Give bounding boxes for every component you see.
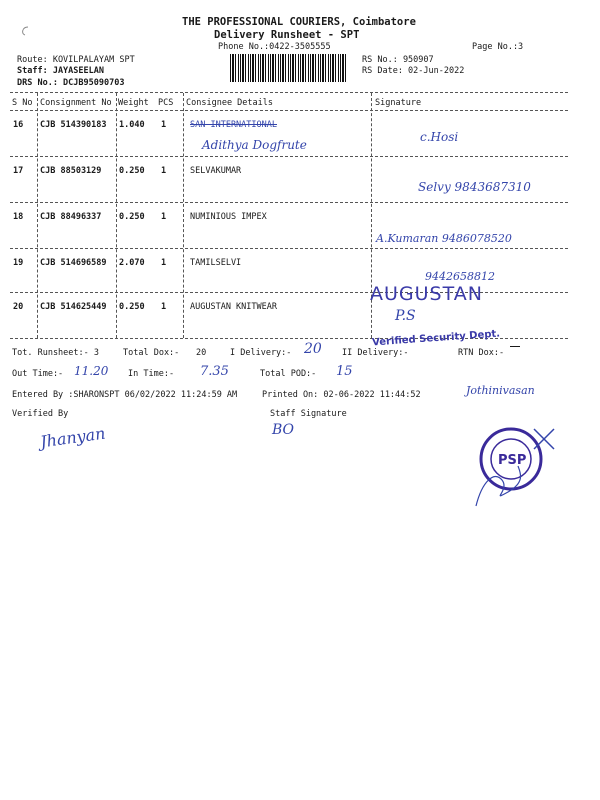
entered-by: Entered By :SHARONSPT 06/02/2022 11:24:59 AM (12, 390, 238, 400)
tot-runsheet: Tot. Runsheet:- 3 (12, 348, 99, 358)
row-divider (10, 156, 568, 157)
augustan-stamp: AUGUSTAN (370, 283, 483, 305)
rtn-dox-label: RTN Dox:- (458, 348, 505, 358)
row-consignment: CJB 514696589 (40, 258, 107, 268)
column-divider (37, 93, 38, 338)
verified-by-label: Verified By (12, 409, 69, 419)
row-weight: 0.250 (119, 212, 145, 222)
printed-on: Printed On: 02-06-2022 11:44:52 (262, 390, 421, 400)
rtn-dox-dash (510, 346, 520, 347)
total-pod-hand: 15 (336, 364, 353, 379)
barcode (230, 54, 348, 82)
staff-signature-hand: BO (272, 422, 295, 438)
ii-delivery-label: II Delivery:- (342, 348, 409, 358)
row-consignee: AUGUSTAN KNITWEAR (190, 302, 277, 312)
document-title: Delivery Runsheet - SPT (214, 29, 360, 41)
col-header-consignment: Consignment No (40, 98, 112, 108)
row-signature: 9442658812 (425, 270, 495, 283)
row-consignee: SAN INTERNATIONAL (190, 120, 277, 130)
row-signature: P.S (395, 308, 416, 324)
i-delivery-label: I Delivery:- (230, 348, 292, 358)
table-top-rule (10, 92, 568, 93)
staff-label: Staff: JAYASEELAN (17, 66, 104, 76)
rs-date: RS Date: 02-Jun-2022 (362, 66, 465, 76)
i-delivery-hand: 20 (304, 341, 322, 357)
drs-number: DRS No.: DCJB95090703 (17, 78, 125, 88)
route-label: Route: KOVILPALAYAM SPT (17, 55, 135, 65)
total-dox-label: Total Dox:- (123, 348, 180, 358)
column-divider (116, 93, 117, 338)
corner-mark-icon (18, 24, 32, 38)
row-pcs: 1 (161, 302, 167, 312)
row-sno: 16 (13, 120, 24, 130)
out-time-label: Out Time:- (12, 369, 64, 379)
row-weight: 1.040 (119, 120, 145, 130)
row-sno: 18 (13, 212, 24, 222)
row-weight: 2.070 (119, 258, 145, 268)
table-header-rule (10, 110, 568, 111)
row-consignment: CJB 514390183 (40, 120, 107, 130)
row-pcs: 1 (161, 120, 167, 130)
row-consignee: NUMINIOUS IMPEX (190, 212, 267, 222)
row-signature: Selvy 9843687310 (418, 180, 531, 194)
phone-number: Phone No.:0422-3505555 (218, 42, 331, 52)
security-stamp: Verified Security Dept. (371, 328, 501, 349)
total-pod-label: Total POD:- (260, 369, 317, 379)
row-signature: A.Kumaran 9486078520 (376, 232, 512, 245)
staff-signature-label: Staff Signature (270, 409, 347, 419)
col-header-consignee: Consignee Details (186, 98, 273, 108)
out-time-hand: 11.20 (74, 364, 109, 378)
in-time-hand: 7.35 (200, 364, 229, 379)
row-consignee: TAMILSELVI (190, 258, 242, 268)
col-header-signature: Signature (375, 98, 422, 108)
verified-signature: Jhanyan (38, 423, 107, 452)
row-pcs: 1 (161, 212, 167, 222)
col-header-weight: Weight (118, 98, 149, 108)
row-sno: 19 (13, 258, 24, 268)
row-sno: 20 (13, 302, 24, 312)
row-weight: 0.250 (119, 302, 145, 312)
row-consignment: CJB 88496337 (40, 212, 102, 222)
row-sno: 17 (13, 166, 24, 176)
row-divider (10, 248, 568, 249)
handwritten-consignee: Adithya Dogfrute (202, 138, 307, 152)
row-divider (10, 292, 568, 293)
round-stamp-text: PSP (498, 453, 527, 468)
row-pcs: 1 (161, 258, 167, 268)
row-pcs: 1 (161, 166, 167, 176)
row-weight: 0.250 (119, 166, 145, 176)
rs-number: RS No.: 950907 (362, 55, 434, 65)
column-divider (183, 93, 184, 338)
total-dox-value: 20 (196, 348, 207, 358)
page-number: Page No.:3 (472, 42, 524, 52)
company-name: THE PROFESSIONAL COURIERS, Coimbatore (182, 16, 416, 28)
row-signature: c.Hosi (420, 130, 459, 144)
cross-mark-icon (530, 425, 560, 455)
printed-handwriting: Jothinivasan (466, 384, 535, 397)
row-consignment: CJB 88503129 (40, 166, 102, 176)
in-time-label: In Time:- (128, 369, 175, 379)
col-header-pcs: PCS (158, 98, 174, 108)
col-header-sno: S No (12, 98, 33, 108)
row-consignment: CJB 514625449 (40, 302, 107, 312)
row-consignee: SELVAKUMAR (190, 166, 242, 176)
row-divider (10, 202, 568, 203)
scribble-signature-icon (468, 462, 528, 512)
